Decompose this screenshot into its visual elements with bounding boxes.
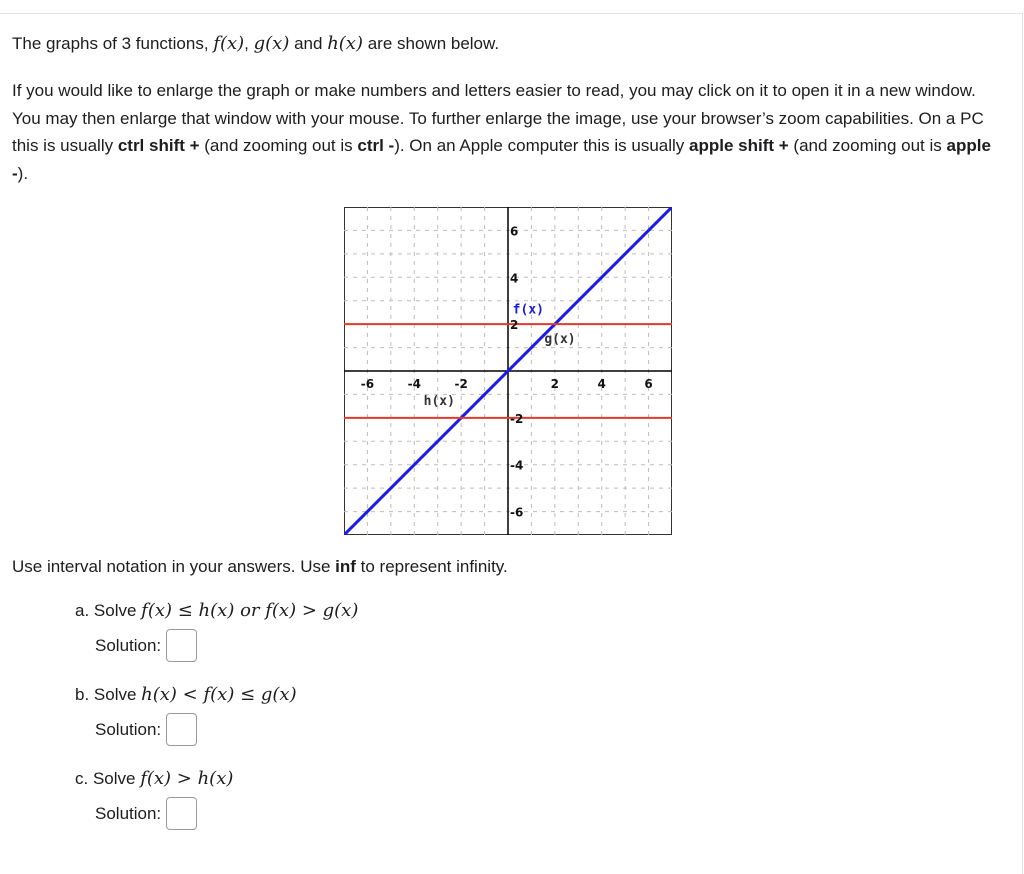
h-of-x: h(x) [327,33,363,54]
y-tick-label: 4 [510,271,519,286]
f-of-x: f(x) [213,33,245,54]
x-tick-label: 4 [597,377,606,391]
solution-a-row: Solution: [95,629,197,662]
interval-note: Use interval notation in your answers. Use inf to represent infinity. [12,557,508,576]
intro-text: The graphs of 3 functions, f(x), g(x) and h(x) are shown below. [12,33,500,54]
label-f: f(x) [512,302,544,318]
x-tick-label: -4 [407,377,421,391]
y-tick-label: -2 [510,411,524,426]
answer-input-c[interactable] [166,797,197,830]
x-tick-label: 2 [550,377,560,391]
answer-input-b[interactable] [166,713,197,746]
answer-input-a[interactable] [166,629,197,662]
instructions-text: If you would like to enlarge the graph or make numbers and letters easier to read, you may click on it to open it in a new window. You may then enlarge that window with your mouse. To further enlarge the image, use your browser’s zoom capabilities. On a PC this is usually ctrl shift + (and zooming out is ctrl -). On an Apple computer this is usually apple shift + (and zooming out is apple -). [12,81,991,183]
y-tick-label: -6 [510,505,524,520]
y-tick-label: -4 [510,458,524,473]
label-g: g(x) [544,331,576,347]
x-tick-label: -2 [454,377,468,391]
label-h: h(x) [423,393,455,409]
g-of-x: g(x) [253,33,290,54]
solution-c-row: Solution: [95,797,197,830]
x-tick-label: 6 [644,377,653,391]
x-tick-label: -6 [360,377,375,391]
y-tick-label: 6 [510,224,519,239]
question-c: c. Solve f(x) > h(x) [75,768,234,789]
solution-b-row: Solution: [95,713,197,746]
question-a: a. Solve f(x) ≤ h(x) or f(x) > g(x) [75,600,359,621]
function-graph[interactable] [344,207,672,535]
y-tick-label: 2 [510,318,519,333]
question-b: b. Solve h(x) < f(x) ≤ g(x) [75,684,297,705]
